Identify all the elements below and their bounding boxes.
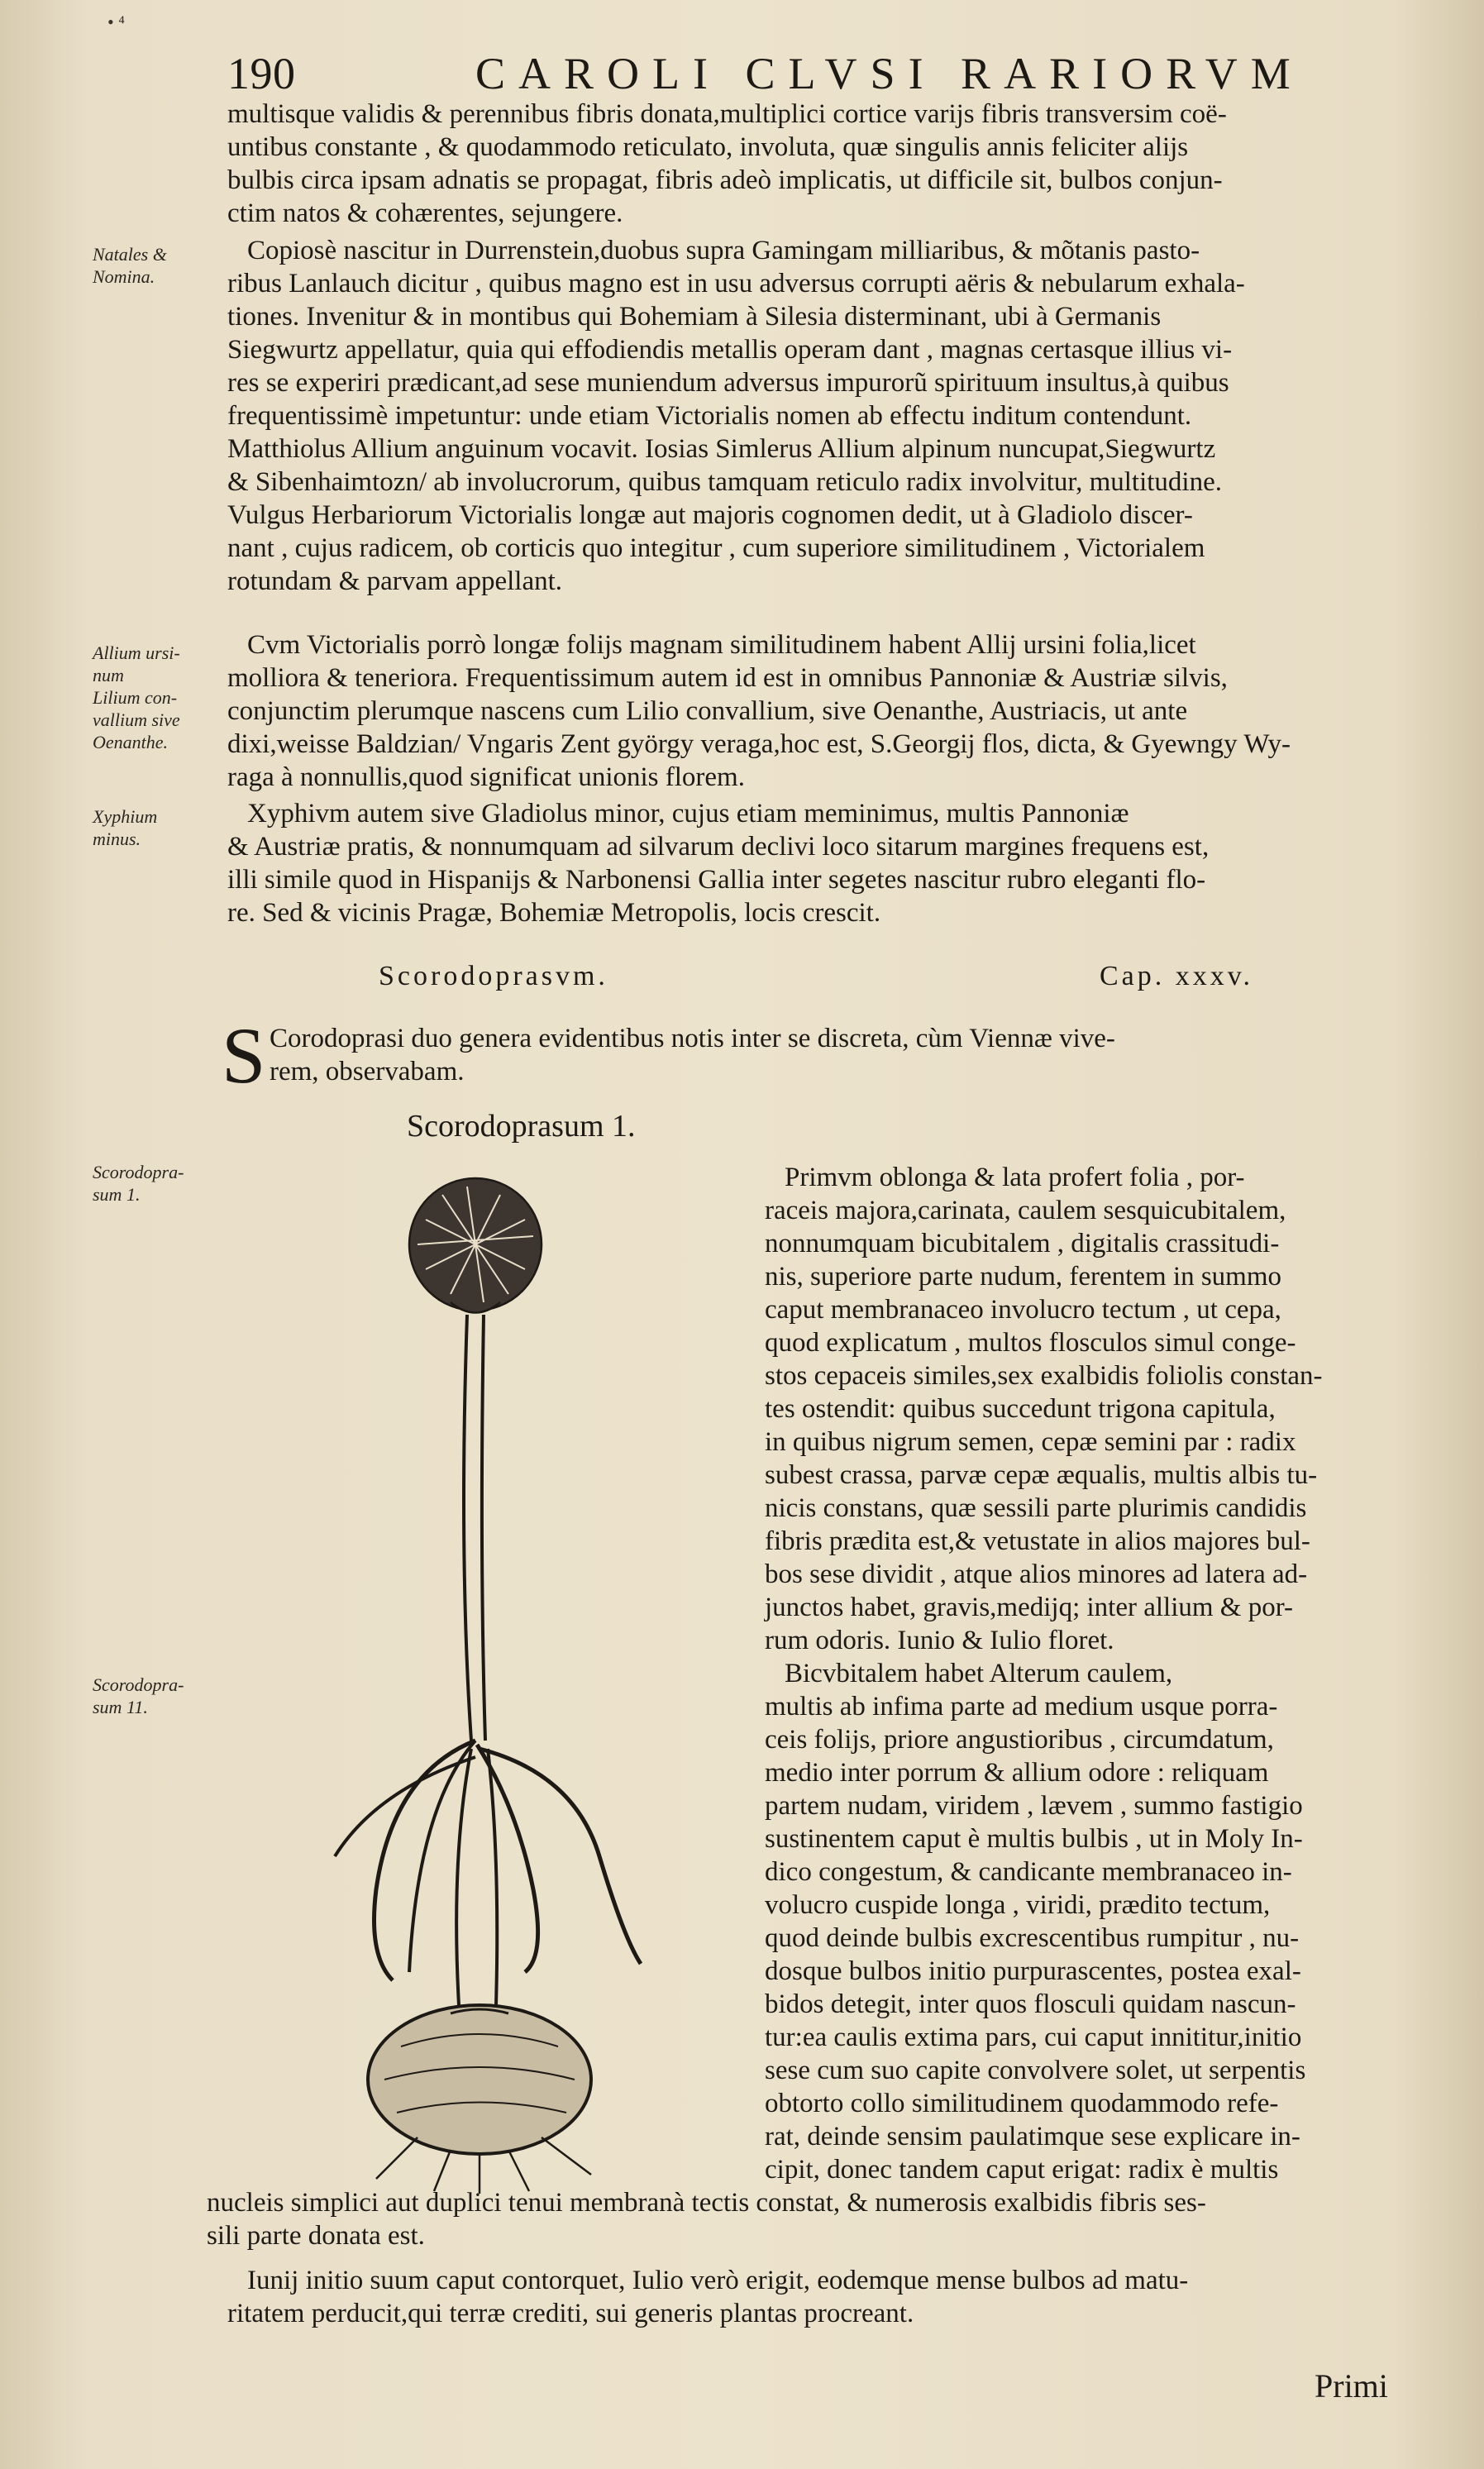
text-line: tur:ea caulis extima pars, cui caput innititur,initio [765, 2022, 1302, 2052]
paragraph-bulb-description [227, 98, 1227, 230]
text-line: tiones. Invenitur & in montibus qui Bohemiam à Silesia disterminant, ubi à Germanis [227, 302, 1162, 332]
text-line: re. Sed & vicinis Pragæ, Bohemiæ Metropolis, locis crescit. [227, 898, 881, 928]
text-line: stos cepaceis similes,sex exalbidis foliolis constan- [765, 1361, 1323, 1391]
text-line: ribus Lanlauch dicitur , quibus magno est in usu adversus corrupti aëris & nebularum exhala- [227, 269, 1245, 298]
margin-note-scorodoprasum-1 [93, 1161, 225, 1206]
margin-note-line: num [93, 665, 124, 685]
text-line: raga à nonnullis,quod significat unionis florem. [227, 762, 745, 792]
margin-note-line: Scorodopra- [93, 1674, 184, 1695]
text-line: ritatem perducit,qui terræ crediti, sui generis plantas procreant. [227, 2299, 914, 2328]
margin-note-scorodoprasum-2 [93, 1674, 225, 1718]
text-line: quod explicatum , multos flosculos simul conge- [765, 1328, 1296, 1358]
margin-note-line: Oenanthe. [93, 732, 169, 752]
paragraph-allium-ursinum [227, 628, 1291, 794]
text-line: sili parte donata est. [207, 2221, 425, 2251]
text-line: multisque validis & perennibus fibris donata,multiplici cortice varijs fibris transversim coë- [227, 99, 1227, 129]
text-line: subest crassa, parvæ cepæ æqualis, multis albis tu- [765, 1460, 1318, 1490]
margin-note-xyphium [93, 805, 225, 850]
margin-note-line: Xyphium [93, 806, 158, 827]
chapter-title: Scorodoprasvm. [379, 961, 608, 991]
text-line: frequentissimè impetuntur: unde etiam Victorialis nomen ab effectu inditum contendunt. [227, 401, 1192, 431]
text-line: in quibus nigrum semen, cepæ semini par : radix [765, 1427, 1296, 1457]
margin-note-line: sum 1. [93, 1184, 141, 1205]
text-line: untibus constante , & quodammodo reticulato, involuta, quæ singulis annis feliciter alijs [227, 132, 1189, 162]
text-line: dico congestum, & candicante membranaceo in- [765, 1857, 1292, 1887]
text-line: ctim natos & cohærentes, sejungere. [227, 198, 623, 228]
text-line: dixi,weisse Baldzian/ Vngaris Zent györgy veraga,hoc est, S.Georgij flos, dicta, & Gyewngy Wy- [227, 729, 1291, 759]
text-line: rem, observabam. [270, 1057, 465, 1086]
text-line: Bicvbitalem habet Alterum caulem, [785, 1659, 1173, 1688]
text-line: partem nudam, viridem , lævem , summo fastigio [765, 1791, 1303, 1821]
running-head: CAROLI CLVSI RARIORVM [475, 49, 1304, 98]
text-line: Copiosè nascitur in Durrenstein,duobus supra Gamingam milliaribus, & mõtanis pasto- [247, 236, 1200, 265]
margin-note-line: Allium ursi- [93, 642, 180, 663]
text-line: medio inter porrum & allium odore : reliquam [765, 1758, 1269, 1788]
text-line: Corodoprasi duo genera evidentibus notis inter se discreta, cùm Viennæ vive- [270, 1024, 1115, 1053]
text-line: obtorto collo similitudinem quodammodo refe- [765, 2089, 1279, 2118]
text-line: molliora & teneriora. Frequentissimum autem id est in omnibus Pannoniæ & Austriæ silvis, [227, 663, 1228, 693]
drop-cap: S [222, 1011, 266, 1100]
text-line: Iunij initio suum caput contorquet, Iulio verò erigit, eodemque mense bulbos ad matu- [247, 2266, 1189, 2295]
text-line: illi simile quod in Hispanijs & Narbonensi Gallia inter segetes nascitur rubro eleganti flo- [227, 865, 1206, 895]
text-line: ceis folijs, priore angustioribus , circumdatum, [765, 1725, 1274, 1755]
text-line: Siegwurtz appellatur, quia qui effodiendis metallis operam dant , magnas certasque illius vi- [227, 335, 1233, 365]
paragraph-flowering-time [227, 2264, 1188, 2330]
paragraph-scorodoprasum-description [765, 1161, 1323, 2186]
text-line: quod deinde bulbis excrescentibus rumpitur , nu- [765, 1923, 1300, 1953]
text-line: raceis majora,carinata, caulem sesquicubitalem, [765, 1196, 1286, 1225]
text-line: Cvm Victorialis porrò longæ folijs magnam similitudinem habent Allij ursini folia,licet [247, 630, 1196, 660]
text-line: cipit, donec tandem caput erigat: radix è multis [765, 2155, 1279, 2185]
text-line: rum odoris. Iunio & Iulio floret. [765, 1626, 1114, 1655]
paragraph-root-description [207, 2186, 1206, 2252]
margin-note-line: Natales & [93, 244, 167, 265]
paragraph-natales [227, 234, 1245, 598]
margin-note-allium [93, 642, 225, 753]
margin-note-line: Lilium con- [93, 687, 178, 708]
paragraph-xyphium [227, 797, 1209, 929]
scorodoprasum-woodcut [327, 1145, 756, 2195]
text-line: nucleis simplici aut duplici tenui membranà tectis constat, & numerosis exalbidis fibris ses- [207, 2188, 1206, 2218]
text-line: bidos detegit, inter quos flosculi quidam nascun- [765, 1989, 1296, 2019]
text-line: & Sibenhaimtozn/ ab involucrorum, quibus tamquam reticulo radix involvitur, multitudine. [227, 467, 1222, 497]
text-line: fibris prædita est,& vetustate in alios majores bul- [765, 1526, 1310, 1556]
text-line: Primvm oblonga & lata profert folia , por- [785, 1163, 1245, 1192]
text-line: caput membranaceo involucro tectum , ut cepa, [765, 1295, 1281, 1325]
figure-caption: Scorodoprasum 1. [407, 1109, 636, 1144]
text-line: sustinentem caput è multis bulbis , ut in Moly In- [765, 1824, 1303, 1854]
text-line: & Austriæ pratis, & nonnumquam ad silvarum declivi loco sitarum margines frequens est, [227, 832, 1210, 862]
paragraph-intro [270, 1022, 1115, 1088]
text-line: rotundam & parvam appellant. [227, 566, 563, 596]
margin-note-line: sum 11. [93, 1697, 148, 1717]
text-line: volucro cuspide longa , viridi, prædito tectum, [765, 1890, 1271, 1920]
page-number: 190 [227, 49, 296, 98]
text-line: nonnumquam bicubitalem , digitalis crassitudi- [765, 1229, 1280, 1258]
corner-mark: • ⁴ [107, 12, 125, 32]
text-line: Vulgus Herbariorum Victorialis longæ aut majoris cognomen dedit, ut à Gladiolo discer- [227, 500, 1193, 530]
catchword: Primi [1315, 2367, 1388, 2405]
text-line: tes ostendit: quibus succedunt trigona capitula, [765, 1394, 1276, 1424]
margin-note-line: vallium sive [93, 709, 180, 730]
text-line: junctos habet, gravis,medijq; inter allium & por- [765, 1593, 1294, 1622]
text-line: bos sese dividit , atque alios minores ad latera ad- [765, 1559, 1308, 1589]
text-line: multis ab infima parte ad medium usque porra- [765, 1692, 1278, 1722]
text-line: nicis constans, quæ sessili parte plurimis candidis [765, 1493, 1307, 1523]
margin-note-line: Scorodopra- [93, 1162, 184, 1182]
text-line: nant , cujus radicem, ob corticis quo integitur , cum superiore similitudinem , Victorialem [227, 533, 1205, 563]
text-line: rat, deinde sensim paulatimque sese explicare in- [765, 2122, 1300, 2151]
text-line: Xyphivm autem sive Gladiolus minor, cujus etiam meminimus, multis Pannoniæ [247, 799, 1129, 829]
margin-note-line: minus. [93, 829, 141, 849]
text-line: sese cum suo capite convolvere solet, ut serpentis [765, 2056, 1306, 2085]
text-line: res se experiri prædicant,ad sese muniendum adversus impurorũ spirituum insultus,à quibus [227, 368, 1229, 398]
margin-note-line: Nomina. [93, 266, 155, 287]
text-line: conjunctim plerumque nascens cum Lilio convallium, sive Oenanthe, Austriacis, ut ante [227, 696, 1188, 726]
text-line: nis, superiore parte nudum, ferentem in summo [765, 1262, 1282, 1292]
text-line: dosque bulbos initio purpurascentes, postea exal- [765, 1956, 1301, 1986]
chapter-number: Cap. xxxv. [1100, 961, 1254, 991]
text-line: Matthiolus Allium anguinum vocavit. Iosias Simlerus Allium alpinum nuncupat,Siegwurtz [227, 434, 1216, 464]
margin-note-natales [93, 243, 225, 288]
text-line: bulbis circa ipsam adnatis se propagat, fibris adeò implicatis, ut difficile sit, bulbos conjun- [227, 165, 1223, 195]
